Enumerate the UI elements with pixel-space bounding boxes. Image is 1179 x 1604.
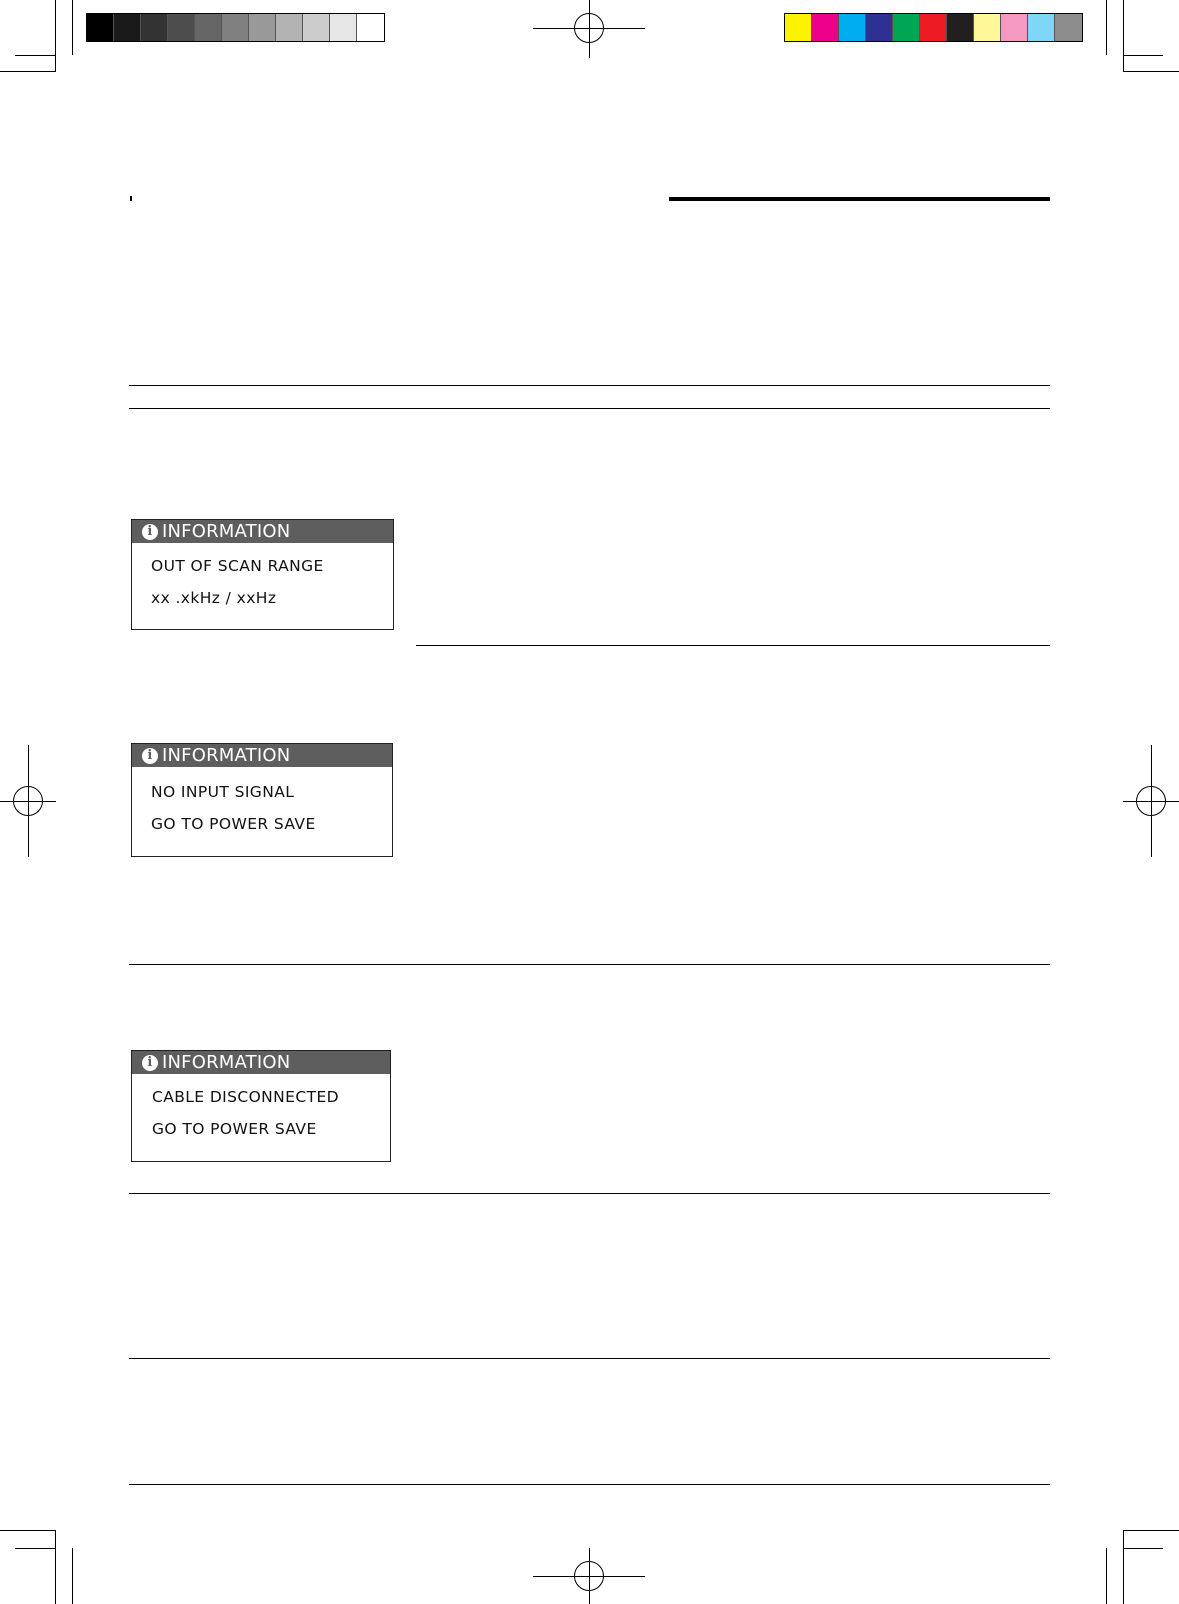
- info-box-out-of-scan-range: [131, 519, 394, 630]
- info-box-header: [132, 520, 393, 543]
- info-box-detail: GO TO POWER SAVE: [152, 1120, 317, 1138]
- crop-mark: [72, 0, 73, 55]
- info-box-title: INFORMATION: [162, 521, 291, 542]
- color-swatch: [1028, 14, 1055, 41]
- crop-mark: [0, 71, 55, 72]
- crop-mark: [72, 1548, 73, 1604]
- info-icon: i: [142, 1055, 158, 1071]
- crop-mark: [1123, 0, 1124, 72]
- color-swatch: [866, 14, 893, 41]
- registration-mark-top: [533, 0, 645, 58]
- info-box-message: NO INPUT SIGNAL: [151, 783, 295, 801]
- section-divider: [129, 964, 1050, 965]
- info-box-header: [132, 744, 392, 767]
- gray-swatch: [303, 14, 330, 41]
- info-icon: i: [142, 524, 158, 540]
- section-divider: [129, 1484, 1050, 1485]
- info-box-detail: xx .xkHz / xxHz: [151, 589, 277, 607]
- gray-swatch: [114, 14, 141, 41]
- info-box-message: OUT OF SCAN RANGE: [151, 557, 324, 575]
- color-swatch: [1055, 14, 1082, 41]
- info-box-no-input-signal: [131, 743, 393, 857]
- gray-swatch: [276, 14, 303, 41]
- info-box-detail: GO TO POWER SAVE: [151, 815, 316, 833]
- crop-mark: [1106, 0, 1107, 55]
- header-tick: [130, 196, 132, 201]
- color-swatch: [974, 14, 1001, 41]
- crop-mark: [1123, 55, 1163, 56]
- crop-mark: [1123, 1548, 1163, 1549]
- color-scale-bar: [784, 13, 1083, 42]
- color-swatch: [1001, 14, 1028, 41]
- registration-mark-left: [0, 745, 56, 857]
- crop-mark: [0, 1530, 55, 1531]
- color-swatch: [839, 14, 866, 41]
- registration-mark-right: [1123, 745, 1179, 857]
- info-box-cable-disconnected: [131, 1050, 391, 1162]
- gray-swatch: [249, 14, 276, 41]
- crop-mark: [15, 1548, 55, 1549]
- info-box-title: INFORMATION: [162, 1052, 291, 1073]
- gray-swatch: [195, 14, 222, 41]
- section-divider: [129, 1193, 1050, 1194]
- info-box-title: INFORMATION: [162, 745, 291, 766]
- gray-swatch: [87, 14, 114, 41]
- info-box-message: CABLE DISCONNECTED: [152, 1088, 339, 1106]
- gray-swatch: [330, 14, 357, 41]
- crop-mark: [1124, 71, 1179, 72]
- crop-mark: [1106, 1548, 1107, 1604]
- section-divider: [129, 385, 1050, 386]
- gray-swatch: [357, 14, 384, 41]
- info-box-header: [132, 1051, 390, 1074]
- crop-mark: [1124, 1530, 1179, 1531]
- color-swatch: [893, 14, 920, 41]
- crop-mark: [55, 0, 56, 72]
- color-swatch: [785, 14, 812, 41]
- registration-mark-bottom: [533, 1548, 645, 1604]
- color-swatch: [947, 14, 974, 41]
- gray-swatch: [222, 14, 249, 41]
- crop-mark: [55, 1530, 56, 1604]
- section-divider: [416, 645, 1050, 646]
- color-swatch: [812, 14, 839, 41]
- section-divider: [129, 408, 1050, 409]
- gray-scale-bar: [86, 13, 385, 42]
- color-swatch: [920, 14, 947, 41]
- crop-mark: [15, 55, 55, 56]
- gray-swatch: [168, 14, 195, 41]
- info-icon: i: [142, 748, 158, 764]
- crop-mark: [1123, 1530, 1124, 1604]
- section-divider: [129, 1358, 1050, 1359]
- header-rule: [669, 197, 1050, 201]
- gray-swatch: [141, 14, 168, 41]
